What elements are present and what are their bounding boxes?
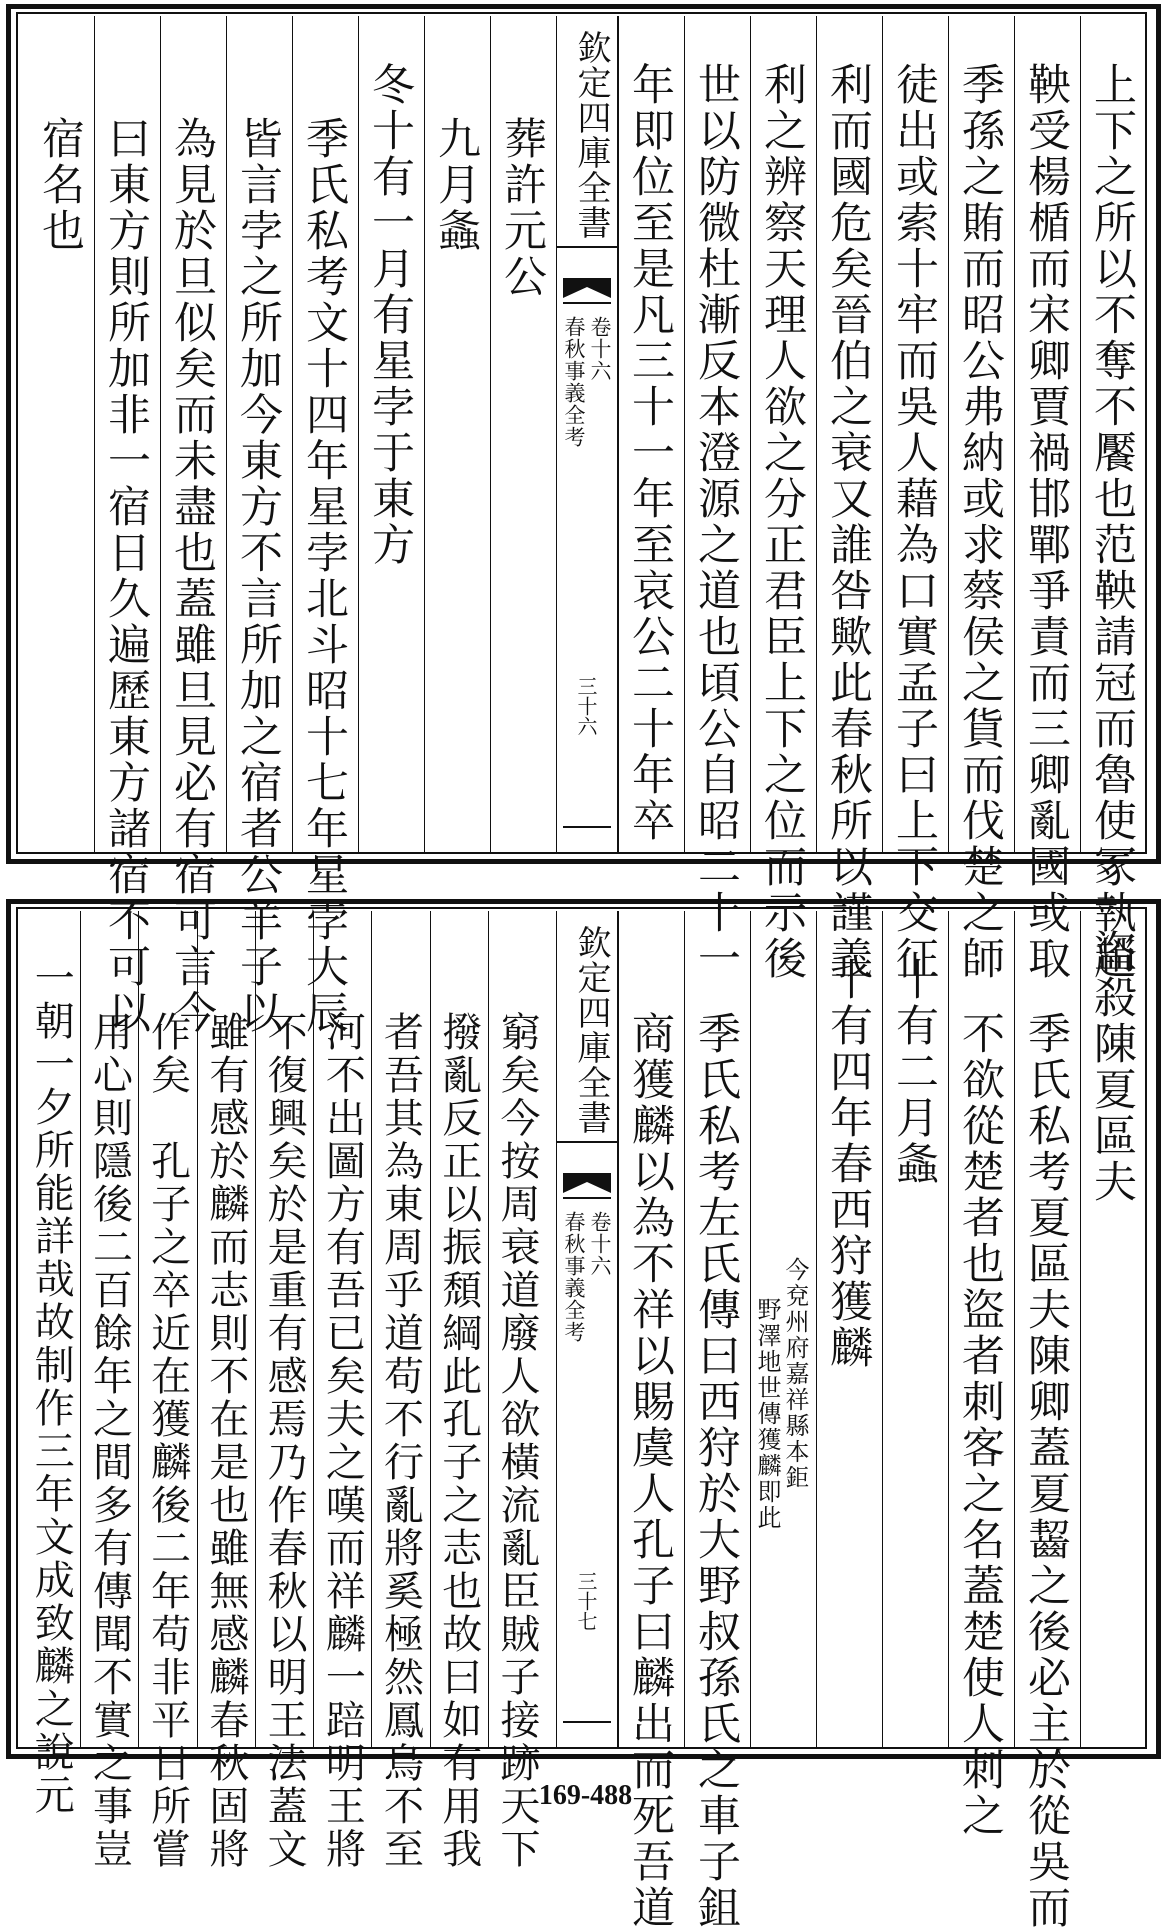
column-text: 冬十有一月有星孛于東方 xyxy=(365,62,415,568)
column-text: 鞅受楊楯而宋卿賈禍邯鄲爭責而三卿亂國或取 xyxy=(1021,62,1071,982)
column-text: 世以防微杜漸反本澄源之道也頃公自昭二十一 xyxy=(691,62,741,982)
note-line-1: 今兗州府嘉祥縣本鉅 xyxy=(781,1257,809,1491)
text-column xyxy=(882,16,944,982)
column-text: 撥亂反正以振頹綱此孔子之志也故曰如有用我 xyxy=(435,1011,482,1871)
column-text: 盜殺陳夏區夫 xyxy=(1087,929,1137,1205)
volume-label: 卷十六 xyxy=(588,316,612,382)
column-text: 季孫之賄而昭公弗納或求蔡侯之貨而伐楚之師 xyxy=(955,62,1005,982)
column-text: 者吾其為東周乎道苟不行亂將奚極然鳳鳥不至 xyxy=(377,1011,424,1871)
text-column xyxy=(948,911,1010,1839)
text-column xyxy=(226,16,288,1036)
work-title: 春秋事義全考 xyxy=(562,316,586,448)
text-column xyxy=(1080,911,1142,1747)
text-column xyxy=(490,16,552,852)
note-line-2: 野澤地世傳獲麟即此 xyxy=(753,1297,781,1531)
text-column xyxy=(816,16,878,982)
text-column xyxy=(138,911,196,1871)
text-column xyxy=(197,911,255,1871)
annotation-column xyxy=(750,911,812,1747)
column-text: 利之辨察天理人欲之分正君臣上下之位而示後 xyxy=(757,62,807,982)
page-number-line xyxy=(563,1721,611,1723)
text-column xyxy=(94,16,156,1036)
column-text: 季氏私考夏區夫陳卿蓋夏齧之後必主於從吳而 xyxy=(1021,1011,1071,1931)
column-text: 季氏私考左氏傳曰西狩於大野叔孫氏之車子鉏 xyxy=(691,1011,741,1931)
text-column xyxy=(160,16,222,1036)
text-column xyxy=(424,16,486,852)
page-footer-code: 169-488 xyxy=(538,1780,633,1811)
fold-column xyxy=(556,16,618,852)
text-column xyxy=(313,911,371,1871)
column-text: 年即位至是凡三十一年至哀公二十年卒 xyxy=(625,62,675,844)
page-number: 三十六 xyxy=(574,676,598,736)
text-column xyxy=(371,911,429,1871)
text-column xyxy=(816,911,878,1747)
text-column xyxy=(750,16,812,982)
fishtail-line xyxy=(563,302,611,304)
column-text: 為見於旦似矣而未盡也蓋雖旦見必有宿可言今 xyxy=(167,116,217,1036)
text-column xyxy=(430,911,488,1871)
column-text: 十有四年春西狩獲麟 xyxy=(823,957,873,1371)
fishtail-line xyxy=(563,1197,611,1199)
column-text: 利而國危矣晉伯之衰又誰咎歟此春秋所以謹義 xyxy=(823,62,873,982)
volume-label: 卷十六 xyxy=(588,1211,612,1277)
text-column xyxy=(1014,16,1076,982)
text-column xyxy=(255,911,313,1871)
text-column xyxy=(882,911,944,1747)
text-column xyxy=(358,16,420,852)
text-column xyxy=(948,16,1010,982)
column-text: 河不出圖方有吾已矣夫之嘆而祥麟一踣明王將 xyxy=(319,1011,366,1871)
column-text: 窮矣今按周衰道廢人欲橫流亂臣賊子接跡天下 xyxy=(493,1011,540,1871)
column-text: 上下之所以不奪不饜也范鞅請冠而魯使冢執趙 xyxy=(1087,62,1137,982)
page-number: 三十七 xyxy=(574,1571,598,1631)
column-text: 用心則隱後二百餘年之間多有傳聞不實之事豈 xyxy=(86,1011,133,1871)
text-column xyxy=(22,911,80,1817)
text-column xyxy=(292,16,354,1036)
column-text: 商獲麟以為不祥以賜虞人孔子曰麟出而死吾道 xyxy=(625,1011,675,1931)
column-text: 不欲從楚者也盜者刺客之名蓋楚使人刺之 xyxy=(955,1011,1005,1839)
column-text: 一朝一夕所能詳哉故制作三年文成致麟之說元 xyxy=(28,957,75,1817)
text-column xyxy=(80,911,138,1871)
column-text: 作矣 孔子之卒近在獲麟後二年苟非平日所嘗 xyxy=(144,1011,191,1871)
column-text: 十有二月螽 xyxy=(889,957,939,1187)
column-text: 宿名也 xyxy=(35,116,85,254)
text-column xyxy=(1014,911,1076,1931)
column-text: 徒出或索十牢而吳人藉為口實孟子曰上下交征 xyxy=(889,62,939,982)
column-text: 季氏私考文十四年星孛北斗昭十七年星孛大辰 xyxy=(299,116,349,1036)
text-column xyxy=(618,911,680,1931)
column-text: 葬許元公 xyxy=(497,116,547,300)
page-number-line xyxy=(563,826,611,828)
text-column xyxy=(488,911,546,1871)
book-title: 欽定四庫全書 xyxy=(557,925,617,1143)
column-text: 不復興矣於是重有感焉乃作春秋以明王法蓋文 xyxy=(261,1011,308,1871)
text-column xyxy=(684,16,746,982)
fold-column xyxy=(556,911,618,1747)
column-text: 曰東方則所加非一宿日久遍歷東方諸宿不可以 xyxy=(101,116,151,1036)
text-column xyxy=(28,16,90,852)
fishtail-mark xyxy=(563,278,611,298)
text-column xyxy=(618,16,680,852)
column-text: 九月螽 xyxy=(431,116,481,254)
column-text: 雖有感於麟而志則不在是也雖無感麟春秋固將 xyxy=(202,1011,249,1871)
column-text: 皆言孛之所加今東方不言所加之宿者公羊子以 xyxy=(233,116,283,1036)
text-column xyxy=(1080,16,1142,982)
book-title: 欽定四庫全書 xyxy=(557,30,617,248)
fishtail-mark xyxy=(563,1173,611,1193)
text-column xyxy=(684,911,746,1931)
work-title: 春秋事義全考 xyxy=(562,1211,586,1343)
